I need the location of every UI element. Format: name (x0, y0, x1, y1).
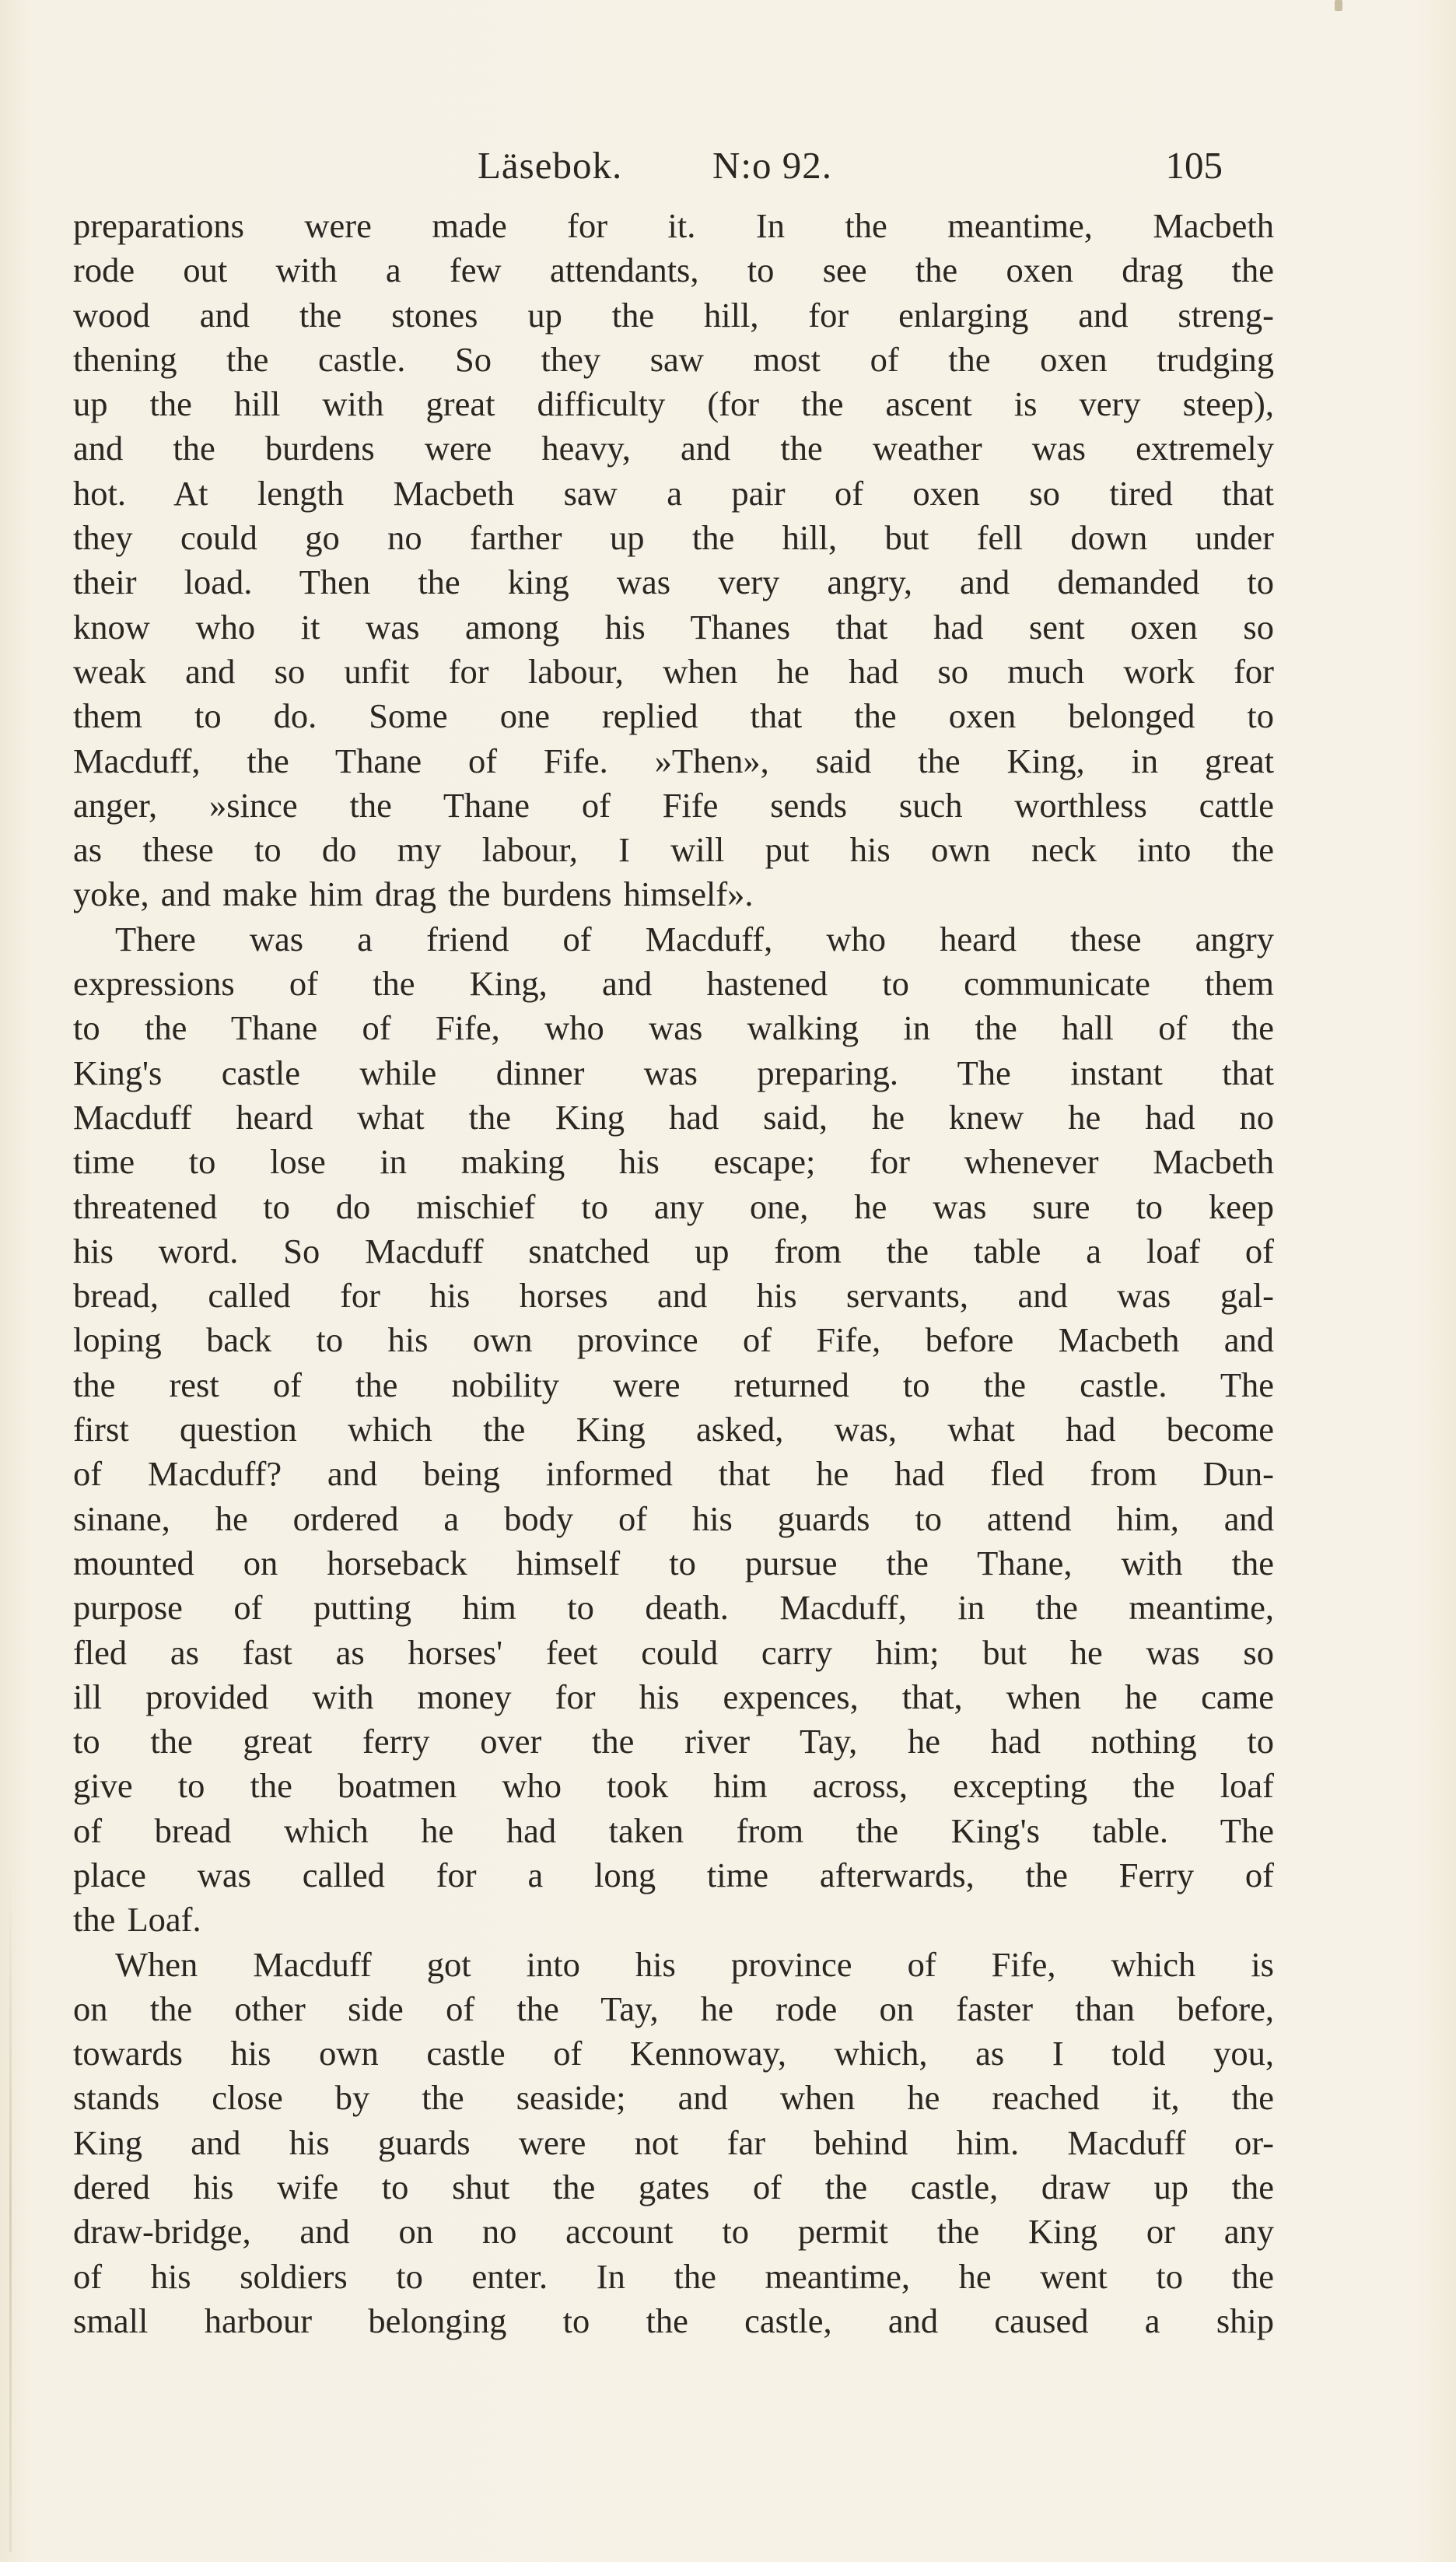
text-line: yoke, and make him drag the burdens himself». (73, 874, 754, 914)
text-line: anger, »since the Thane of Fife sends such worthless cattle (73, 785, 1274, 825)
text-line: the rest of the nobility were returned to the castle. The (73, 1365, 1274, 1404)
text-line: they could go no farther up the hill, but fell down under (73, 518, 1274, 558)
text-line: them to do. Some one replied that the oxen belonged to (73, 696, 1274, 736)
text-line: up the hill with great difficulty (for the ascent is very steep), (73, 384, 1274, 424)
text-line: towards his own castle of Kennoway, which, as I told you, (73, 2034, 1274, 2073)
corner-mark (1335, 0, 1342, 11)
text-line: expressions of the King, and hastened to communicate them (73, 964, 1274, 1004)
page-number: 105 (1165, 144, 1223, 187)
text-line: of bread which he had taken from the King's table. The (73, 1810, 1274, 1850)
text-line: to the Thane of Fife, who was walking in the hall of the (73, 1008, 1274, 1048)
text-line: the Loaf. (73, 1900, 201, 1940)
text-line: on the other side of the Tay, he rode on faster than before, (73, 1989, 1274, 2028)
text-line: give to the boatmen who took him across, excepting the loaf (73, 1766, 1274, 1806)
text-line: bread, called for his horses and his servants, and was gal- (73, 1276, 1274, 1316)
text-line: small harbour belonging to the castle, and caused a ship (73, 2301, 1274, 2340)
text-line: hot. At length Macbeth saw a pair of oxen so tired that (73, 473, 1274, 513)
text-line: Macduff, the Thane of Fife. »Then», said the King, in great (73, 741, 1274, 780)
text-line: of Macduff? and being informed that he had fled from Dun- (73, 1454, 1274, 1494)
text-line: mounted on horseback himself to pursue the Thane, with the (73, 1543, 1274, 1582)
text-line: fled as fast as horses' feet could carry him; but he was so (73, 1632, 1274, 1672)
text-line: There was a friend of Macduff, who heard these angry (115, 919, 1274, 959)
running-header (73, 143, 1223, 193)
header-title: Läsebok. (478, 144, 623, 187)
text-line: know who it was among his Thanes that had sent oxen so (73, 607, 1274, 647)
text-line: his word. So Macduff snatched up from the table a loaf of (73, 1231, 1274, 1270)
body-text (73, 204, 1274, 2343)
text-line: of his soldiers to enter. In the meantime, he went to the (73, 2256, 1274, 2296)
text-line: stands close by the seaside; and when he reached it, the (73, 2078, 1274, 2118)
text-line: dered his wife to shut the gates of the castle, draw up the (73, 2168, 1274, 2207)
text-line: place was called for a long time afterwards, the Ferry of (73, 1855, 1274, 1894)
text-line: draw-bridge, and on no account to permit the King or any (73, 2212, 1274, 2252)
text-line: preparations were made for it. In the meantime, Macbeth (73, 206, 1274, 245)
text-line: threatened to do mischief to any one, he was sure to keep (73, 1186, 1274, 1226)
text-line: as these to do my labour, I will put his own neck into the (73, 830, 1274, 870)
page-edge-shadow (9, 1867, 12, 2552)
text-line: rode out with a few attendants, to see the oxen drag the (73, 251, 1274, 290)
text-line: loping back to his own province of Fife, before Macbeth and (73, 1320, 1274, 1360)
text-line: wood and the stones up the hill, for enlarging and streng- (73, 295, 1274, 335)
text-line: sinane, he ordered a body of his guards to attend him, and (73, 1498, 1274, 1538)
text-line: time to lose in making his escape; for whenever Macbeth (73, 1142, 1274, 1182)
text-line: thening the castle. So they saw most of the oxen trudging (73, 339, 1274, 379)
text-line: and the burdens were heavy, and the weather was extremely (73, 429, 1274, 468)
text-line: their load. Then the king was very angry, and demanded to (73, 563, 1274, 602)
text-line: King and his guards were not far behind him. Macduff or- (73, 2122, 1274, 2162)
text-line: ill provided with money for his expences, that, when he came (73, 1677, 1274, 1716)
text-line: to the great ferry over the river Tay, he had nothing to (73, 1722, 1274, 1761)
text-line: weak and so unfit for labour, when he had so much work for (73, 651, 1274, 691)
text-line: purpose of putting him to death. Macduff, in the meantime, (73, 1588, 1274, 1628)
text-line: first question which the King asked, was, what had become (73, 1410, 1274, 1449)
text-line: King's castle while dinner was preparing. The instant that (73, 1053, 1274, 1092)
text-line: When Macduff got into his province of Fife, which is (115, 1944, 1274, 1984)
text-line: Macduff heard what the King had said, he knew he had no (73, 1097, 1274, 1137)
header-issue-number: N:o 92. (712, 144, 832, 187)
